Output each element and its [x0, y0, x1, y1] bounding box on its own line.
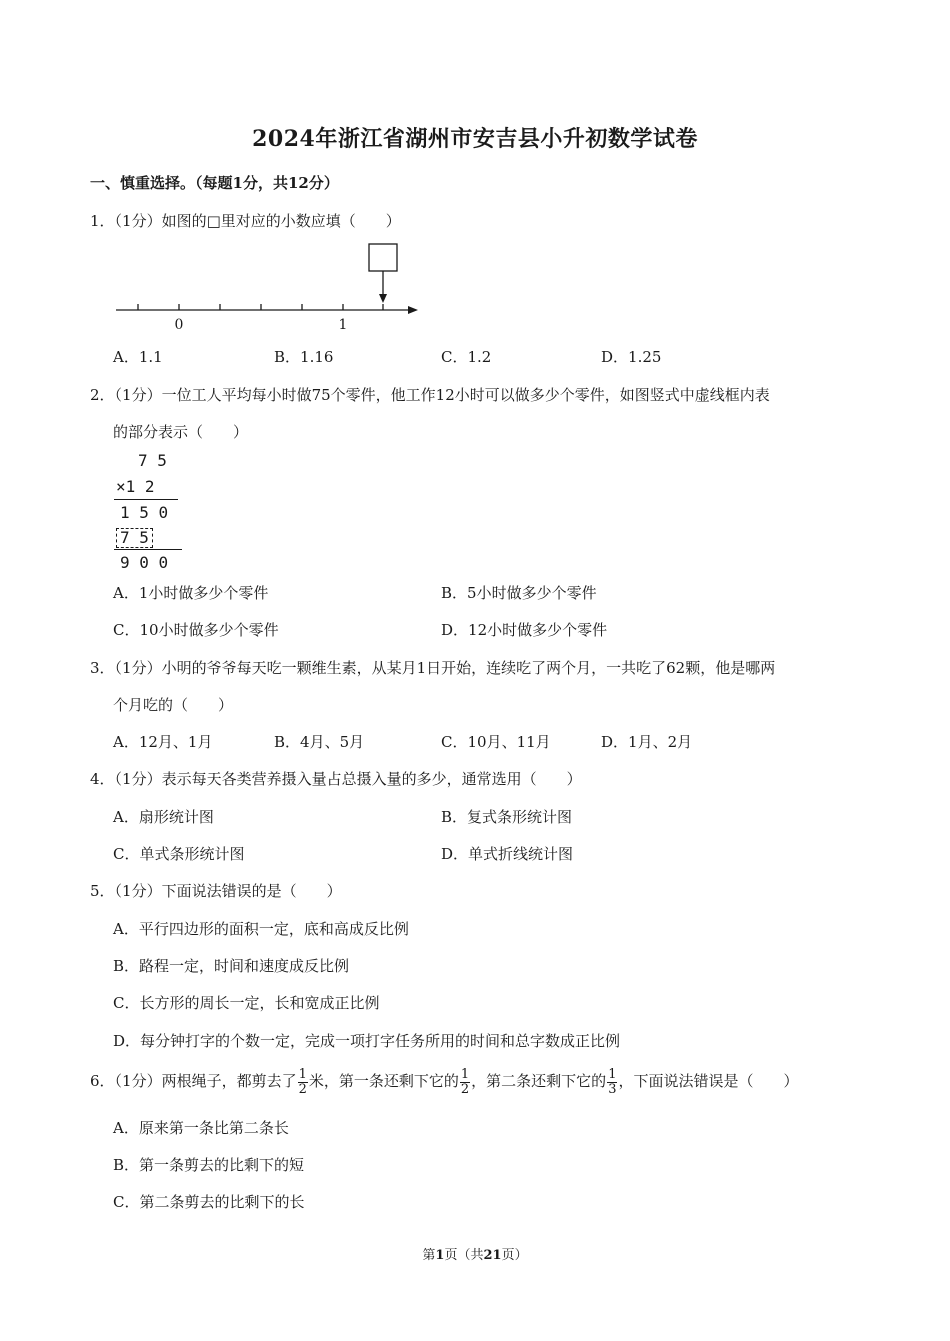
q4-option-d: D．单式折线统计图 — [441, 845, 574, 863]
q3-option-c: C．10月、11月 — [441, 733, 551, 751]
q6-stem-part4: ，下面说法错误是（ ） — [618, 1072, 799, 1090]
q1-option-c: C．1.2 — [441, 348, 492, 366]
mult-row-4-dashed-box: 7 5 — [116, 528, 153, 548]
q6-option-c: C．第二条剪去的比剩下的长 — [113, 1193, 305, 1211]
mult-line-1 — [114, 499, 178, 500]
q5-option-d: D．每分钟打字的个数一定，完成一项打字任务所用的时间和总字数成正比例 — [113, 1032, 621, 1050]
q2-option-d: D．12小时做多少个零件 — [441, 621, 608, 639]
fraction-one-half-a: $\frac{1}{2}$ — [298, 1066, 307, 1097]
mult-row-2: ×1 2 — [116, 477, 155, 496]
q6-stem-part2: 米，第一条还剩下它的 — [308, 1072, 459, 1090]
q2-option-b: B．5小时做多少个零件 — [441, 584, 597, 602]
q3-option-d: D．1月、2月 — [601, 733, 693, 751]
question-4-stem: 4．（1分）表示每天各类营养摄入量占总摄入量的多少，通常选用（ ） — [90, 770, 582, 788]
question-1-stem: 1．（1分）如图的□里对应的小数应填（ ） — [90, 212, 401, 230]
label-zero: 0 — [174, 317, 184, 333]
q5-option-b: B．路程一定，时间和速度成反比例 — [113, 957, 350, 975]
q5-option-c: C．长方形的周长一定，长和宽成正比例 — [113, 994, 380, 1012]
mult-row-3: 1 5 0 — [120, 503, 169, 522]
section-heading: 一、慎重选择。（每题1分，共12分） — [90, 174, 339, 192]
mult-row-5: 9 0 0 — [120, 553, 169, 572]
number-line-ticks — [138, 304, 383, 310]
q6-option-a: A．原来第一条比第二条长 — [113, 1119, 289, 1137]
q1-option-a: A．1.1 — [113, 348, 163, 366]
pointer-arrow-head — [379, 294, 387, 303]
number-line-figure — [110, 242, 430, 337]
vertical-multiplication — [110, 448, 190, 574]
question-2-stem-line1: 2．（1分）一位工人平均每小时做75个零件，他工作12小时可以做多少个零件，如图竖式中虚线框内表 — [90, 386, 770, 404]
q2-option-c: C．10小时做多少个零件 — [113, 621, 279, 639]
question-5-stem: 5．（1分）下面说法错误的是（ ） — [90, 882, 342, 900]
q6-stem-part1: 6．（1分）两根绳子，都剪去了 — [90, 1072, 297, 1090]
q4-option-b: B．复式条形统计图 — [441, 808, 573, 826]
fraction-one-third: $\frac{1}{3}$ — [608, 1066, 617, 1097]
page-footer: 第1页（共21页） — [422, 1248, 528, 1263]
answer-box — [369, 244, 397, 271]
total-pages: 21 — [483, 1248, 502, 1263]
fraction-one-half-b: $\frac{1}{2}$ — [460, 1066, 470, 1097]
question-2-stem-line2: 的部分表示（ ） — [113, 423, 249, 441]
question-3-stem-line1: 3．（1分）小明的爷爷每天吃一颗维生素，从某月1日开始，连续吃了两个月，一共吃了62颗，他是哪两 — [90, 659, 776, 677]
label-one: 1 — [338, 317, 348, 333]
q1-option-b: B．1.16 — [274, 348, 334, 366]
page-title: 2024年浙江省湖州市安吉县小升初数学试卷 — [252, 126, 698, 152]
current-page-number: 1 — [435, 1248, 445, 1263]
question-6-stem — [90, 1066, 798, 1097]
q1-option-d: D．1.25 — [601, 348, 662, 366]
mult-row-1: 7 5 — [138, 451, 167, 470]
mult-line-2 — [114, 549, 182, 550]
number-line-arrow — [408, 306, 418, 314]
q3-option-a: A．12月、1月 — [113, 733, 213, 751]
q6-option-b: B．第一条剪去的比剩下的短 — [113, 1156, 305, 1174]
question-3-stem-line2: 个月吃的（ ） — [113, 696, 234, 714]
q3-option-b: B．4月、5月 — [274, 733, 365, 751]
q4-option-a: A．扇形统计图 — [113, 808, 214, 826]
q4-option-c: C．单式条形统计图 — [113, 845, 245, 863]
q6-stem-part3: ，第二条还剩下它的 — [471, 1072, 607, 1090]
q5-option-a: A．平行四边形的面积一定，底和高成反比例 — [113, 920, 409, 938]
q2-option-a: A．1小时做多少个零件 — [113, 584, 269, 602]
